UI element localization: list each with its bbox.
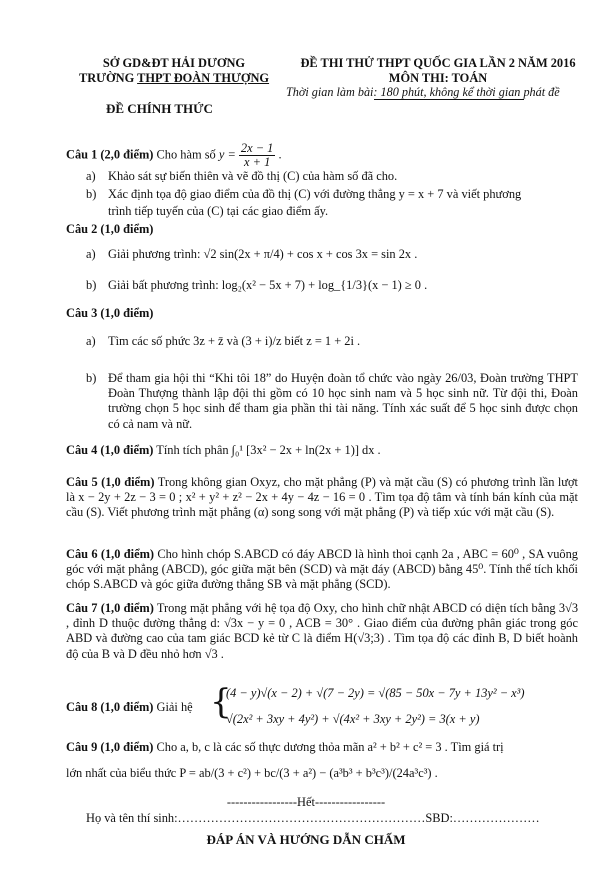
q2-b-label: b) bbox=[86, 278, 97, 292]
candidate-line: Họ và tên thí sinh:……………………………………………………SBD:………………… bbox=[86, 811, 540, 825]
q1-fn-den: x + 1 bbox=[244, 155, 271, 169]
q1-fn-lhs: y = bbox=[218, 147, 236, 162]
q4-head: Câu 4 (1,0 điểm) bbox=[66, 443, 154, 457]
q5-block bbox=[66, 475, 578, 521]
q4-text: Tính tích phân ∫₀¹ [3x² − 2x + ln(2x + 1)] dx . bbox=[156, 443, 381, 457]
school-prefix: TRƯỜNG bbox=[78, 71, 138, 85]
q8-eq1: (4 − y)√(x − 2) + √(7 − 2y) = √(85 − 50x − 7y + 13y² − x³) bbox=[226, 686, 525, 700]
q3-a-label: a) bbox=[86, 334, 96, 348]
school-name bbox=[64, 71, 284, 86]
q6-head: Câu 6 (1,0 điểm) bbox=[66, 547, 155, 561]
q8-brace: { bbox=[210, 682, 232, 722]
end-marker: -----------------Hết----------------- bbox=[226, 795, 386, 809]
exam-title: ĐỀ THI THỬ THPT QUỐC GIA LẦN 2 NĂM 2016 bbox=[300, 56, 576, 70]
q7-block bbox=[66, 601, 578, 662]
answer-title: ĐÁP ÁN VÀ HƯỚNG DẪN CHẤM bbox=[206, 832, 406, 847]
official-label: ĐỀ CHÍNH THỨC bbox=[106, 101, 213, 116]
q1-fn-num: 2x − 1 bbox=[240, 141, 274, 155]
q1-a bbox=[86, 169, 397, 184]
dept-name: SỞ GD&ĐT HẢI DƯƠNG bbox=[102, 56, 246, 70]
q1-head: Câu 1 (2,0 điểm) bbox=[66, 147, 154, 162]
q9-text-2: lớn nhất của biểu thức P = ab/(3 + c²) + bc/(3 + a²) − (a³b³ + b³c³)/(24a³c³) . bbox=[66, 766, 438, 780]
q1-b-cont: trình tiếp tuyến của (C) tại các giao điểm ấy. bbox=[108, 204, 329, 218]
q1-a-label: a) bbox=[86, 169, 96, 183]
q1-line: Câu 1 (2,0 điểm) Cho hàm số y = $\frac{2x - 1}{x + 1}$ . bbox=[66, 141, 282, 169]
q6-text: Cho hình chóp S.ABCD có đáy ABCD là hình thoi cạnh 2a , ABC = 60⁰ , SA vuông góc với mặt phẳng (ABCD), góc giữa mặt bên (SCD) và mặt đáy (ABCD) bằng 45⁰. Tính thể tích khối chóp S.ABCD và góc giữa đường thẳng SB và mặt phẳng (SCD). bbox=[66, 547, 578, 592]
q5-text: Trong không gian Oxyz, cho mặt phẳng (P) và mặt cầu (S) có phương trình lần lượt là x − 2y + 2z − 3 = 0 ; x² + y² + z² − 2x + 4y − 4z − 16 = 0 . Tìm tọa độ tâm và tính bán kính của mặt cầu (S). Viết phương trình mặt phẳng (α) song song với mặt phẳng (P) và tiếp xúc với mặt cầu (S). bbox=[66, 475, 578, 520]
q4-line bbox=[66, 443, 381, 458]
q2-a-text: Giải phương trình: √2 sin(2x + π/4) + cos x + cos 3x = sin 2x . bbox=[108, 247, 418, 261]
q8-line bbox=[66, 700, 193, 715]
q1-fraction bbox=[239, 142, 275, 169]
q2-b bbox=[86, 278, 427, 293]
header-divider bbox=[374, 99, 524, 100]
subject: MÔN THI: TOÁN bbox=[388, 71, 488, 85]
q1-b-text-1: Xác định tọa độ giao điểm của đồ thị (C) với đường thẳng y = x + 7 và viết phương bbox=[108, 187, 522, 201]
q3-b-label: b) bbox=[86, 371, 97, 385]
q2-a bbox=[86, 247, 417, 262]
q2-a-label: a) bbox=[86, 247, 96, 261]
q9-line-1 bbox=[66, 740, 504, 755]
school-name-underlined: THPT ĐOÀN THƯỢNG bbox=[137, 71, 270, 85]
q6-block bbox=[66, 547, 578, 593]
q1-intro: Cho hàm số bbox=[156, 147, 216, 162]
q5-head: Câu 5 (1,0 điểm) bbox=[66, 475, 155, 489]
q1-b-label: b) bbox=[86, 187, 97, 201]
q7-text: Trong mặt phẳng với hệ tọa độ Oxy, cho hình chữ nhật ABCD có diện tích bằng 3√3 , đỉnh D thuộc đường thẳng d: √3x − y = 0 , ACB = 30° . Giao điểm của đường phân giác trong góc ABD và đường cao của tam giác BCD kẻ từ C là điểm H(√3;3) . Tìm tọa độ các đỉnh B, D biết hoành độ của B và D đều nhỏ hơn √3 . bbox=[66, 601, 579, 661]
q9-text-1: Cho a, b, c là các số thực dương thỏa mãn a² + b² + c² = 3 . Tìm giá trị bbox=[156, 740, 504, 754]
q1-a-text: Khảo sát sự biến thiên và vẽ đồ thị (C) của hàm số đã cho. bbox=[108, 169, 398, 183]
q8-intro: Giải hệ bbox=[156, 700, 193, 714]
q7-head: Câu 7 (1,0 điểm) bbox=[66, 601, 154, 615]
q3-b-text: Để tham gia hội thi “Khi tôi 18” do Huyện đoàn tổ chức vào ngày 26/03, Đoàn trường THPT Đoàn Thượng thành lập đội thi gồm có 10 học sinh nam và 5 học sinh nữ. Từ đội thi, Đoàn trường chọn 5 học sinh để tham gia phần thi tài năng. Tính xác suất để 5 học sinh được chọn có cả nam và nữ. bbox=[108, 371, 578, 431]
q2-head: Câu 2 (1,0 điểm) bbox=[66, 222, 154, 236]
q8-head: Câu 8 (1,0 điểm) bbox=[66, 700, 154, 714]
q3-a bbox=[86, 334, 360, 349]
q3-a-text: Tìm các số phức 3z + z̄ và (3 + i)/z biết z = 1 + 2i . bbox=[108, 334, 361, 348]
q1-b bbox=[86, 187, 521, 202]
q2-b-text: Giải bất phương trình: log₂(x² − 5x + 7) + log_{1/3}(x − 1) ≥ 0 . bbox=[108, 278, 428, 292]
q9-head: Câu 9 (1,0 điểm) bbox=[66, 740, 154, 754]
time-note: Thời gian làm bài: 180 phút, không kể thời gian phát đề bbox=[286, 85, 560, 99]
q8-eq2: √(2x² + 3xy + 4y²) + √(4x² + 3xy + 2y²) = 3(x + y) bbox=[226, 712, 480, 726]
q3-head: Câu 3 (1,0 điểm) bbox=[66, 306, 154, 320]
